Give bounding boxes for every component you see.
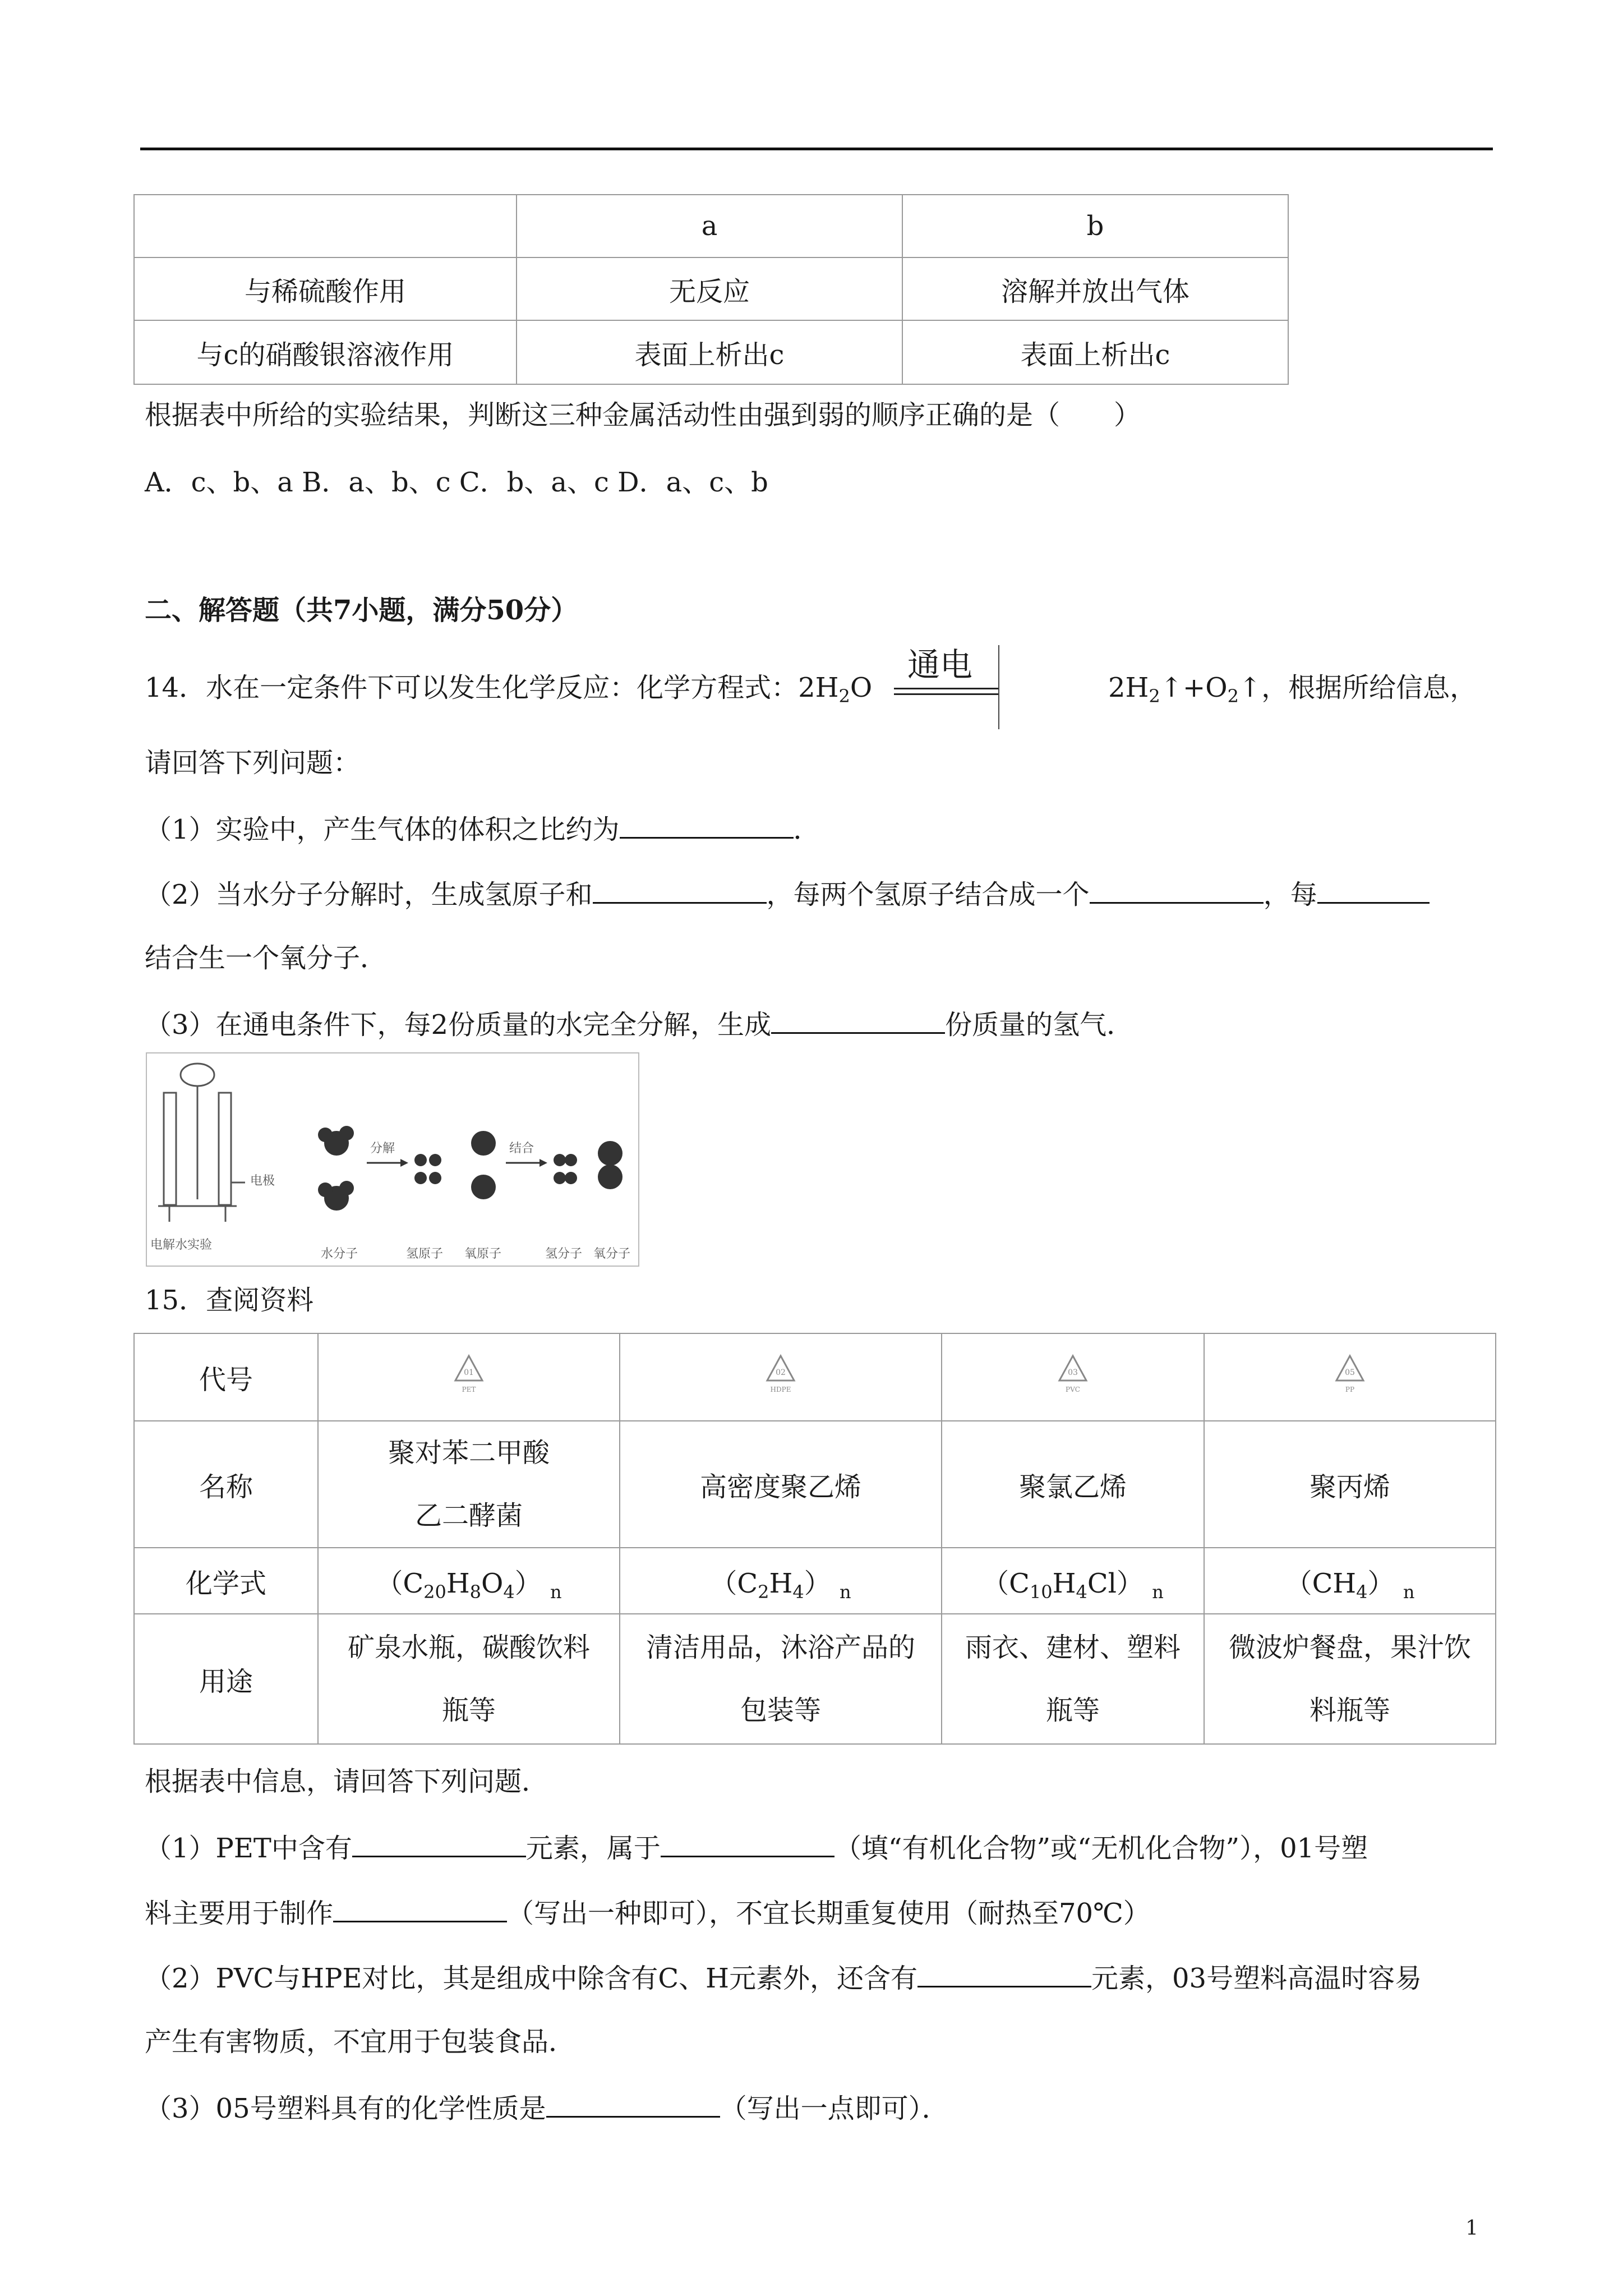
caption-o2: 氧分子 <box>593 1247 631 1261</box>
question-15-part2-cont: 产生有害物质，不宜用于包装食品． <box>145 2026 576 2058</box>
recycle-pet-icon <box>452 1352 486 1395</box>
answer-blank[interactable] <box>333 1895 507 1922</box>
answer-blank[interactable] <box>620 811 794 839</box>
question-15-part1-cont: 料主要用于制作 （写出一种即可），不宜长期重复使用（耐热至70℃） <box>145 1895 1150 1930</box>
row-label-use: 用途 <box>134 1614 318 1744</box>
table-header-cell: a <box>517 195 902 257</box>
question-15-part3: （3）05号塑料具有的化学性质是 （写出一点即可）． <box>145 2090 949 2125</box>
name-cell: 聚氯乙烯 <box>942 1421 1204 1548</box>
recycle-hdpe-icon <box>764 1352 797 1395</box>
table-cell: 无反应 <box>517 257 902 320</box>
condition-label: 通电 <box>907 646 973 684</box>
question-14-part2-cont: 结合生一个氧分子． <box>145 942 388 974</box>
use-cell: 微波炉餐盘，果汁饮 料瓶等 <box>1204 1614 1496 1744</box>
question-15-part2: （2）PVC与HPE对比，其是组成中除含有C、H元素外，还含有 元素，03号塑料高温时容易 <box>145 1960 1422 1995</box>
header-rule <box>140 148 1493 150</box>
svg-text:HDPE: HDPE <box>770 1386 791 1393</box>
electrolysis-diagram <box>147 1053 638 1266</box>
svg-text:PP: PP <box>1345 1386 1355 1393</box>
name-cell: 高密度聚乙烯 <box>620 1421 942 1548</box>
formula-cell: $(CH_4)$ $_n$ <box>1204 1548 1496 1614</box>
question-14-intro: 14．水在一定条件下可以发生化学反应：化学方程式：2H <box>145 672 839 703</box>
metal-activity-table <box>133 194 1289 385</box>
answer-blank[interactable] <box>917 1960 1091 1987</box>
use-cell: 雨衣、建材、塑料 瓶等 <box>942 1614 1204 1744</box>
answer-blank[interactable] <box>593 876 767 904</box>
name-cell: 聚丙烯 <box>1204 1421 1496 1548</box>
table-cell: 与c的硝酸银溶液作用 <box>134 320 517 384</box>
table-cell: 表面上析出c <box>902 320 1288 384</box>
svg-text:PVC: PVC <box>1066 1386 1080 1393</box>
table-header-cell: b <box>902 195 1288 257</box>
decompose-label: 分解 <box>370 1142 395 1156</box>
electrode-label: 电极 <box>250 1174 275 1188</box>
question-14-part3: （3）在通电条件下，每2份质量的水完全分解，生成 份质量的氢气． <box>145 1006 1133 1042</box>
electrolysis-figure <box>146 1052 639 1267</box>
table-cell: 表面上析出c <box>517 320 902 384</box>
table-cell: 与稀硫酸作用 <box>134 257 517 320</box>
row-label-formula: 化学式 <box>134 1548 318 1614</box>
answer-blank[interactable] <box>546 2090 720 2118</box>
plastics-table <box>133 1333 1496 1745</box>
name-cell: 聚对苯二甲酸 乙二酵菌 <box>318 1421 620 1548</box>
question-15-lead: 根据表中信息，请回答下列问题． <box>145 1766 549 1797</box>
recycle-code-cell <box>620 1333 942 1421</box>
svg-text:01: 01 <box>464 1368 474 1377</box>
reaction-condition <box>894 645 1006 729</box>
question-14-equation-right: $2H_2↑+O_2↑$，根据所给信息， <box>1108 672 1477 707</box>
answer-blank[interactable] <box>352 1830 526 1857</box>
recycle-code-cell <box>1204 1333 1496 1421</box>
question-15-part1: （1）PET中含有 元素，属于 （填“有机化合物”或“无机化合物”），01号塑 <box>145 1830 1368 1865</box>
answer-blank[interactable] <box>771 1006 945 1034</box>
question-15-title: 15．查阅资料 <box>145 1285 314 1316</box>
row-label-name: 名称 <box>134 1421 318 1548</box>
recycle-code-cell <box>942 1333 1204 1421</box>
svg-text:02: 02 <box>776 1368 786 1377</box>
use-cell: 矿泉水瓶，碳酸饮料 瓶等 <box>318 1614 620 1744</box>
combine-label: 结合 <box>509 1142 534 1156</box>
recycle-pvc-icon <box>1056 1352 1090 1395</box>
section-title: 二、解答题（共7小题，满分50分） <box>145 595 578 626</box>
question-14-part1: （1）实验中，产生气体的体积之比约为 ． <box>145 811 820 846</box>
answer-blank[interactable] <box>1090 876 1264 904</box>
caption-apparatus: 电解水实验 <box>150 1238 213 1252</box>
row-label-code: 代号 <box>134 1333 318 1421</box>
question-13-options: A．c、b、a B．a、b、c C．b、a、c D．a、c、b <box>145 467 768 498</box>
formula-cell: $(C_{20}H_8O_4)$ $_n$ <box>318 1548 620 1614</box>
answer-blank[interactable] <box>1317 876 1430 904</box>
caption-water: 水分子 <box>321 1247 358 1261</box>
formula-cell: $(C_2H_4)$ $_n$ <box>620 1548 942 1614</box>
svg-text:05: 05 <box>1345 1368 1355 1377</box>
formula-cell: $(C_{10}H_4Cl)$ $_n$ <box>942 1548 1204 1614</box>
caption-o-atom: 氧原子 <box>464 1247 502 1261</box>
question-13-stem: 根据表中所给的实验结果，判断这三种金属活动性由强到弱的顺序正确的是（ ） <box>145 399 1141 431</box>
table-cell: 溶解并放出气体 <box>902 257 1288 320</box>
answer-blank[interactable] <box>661 1830 834 1857</box>
table-header-cell <box>134 195 517 257</box>
question-14-part2: （2）当水分子分解时，生成氢原子和 ，每两个氢原子结合成一个 ，每 <box>145 876 1430 912</box>
question-14-equation-left: 14．水在一定条件下可以发生化学反应：化学方程式：$2H_2O$ <box>145 672 873 707</box>
recycle-pp-icon <box>1333 1352 1367 1395</box>
svg-text:03: 03 <box>1068 1368 1078 1377</box>
svg-text:PET: PET <box>462 1386 476 1393</box>
page-number: 1 <box>1465 2217 1478 2240</box>
recycle-code-cell <box>318 1333 620 1421</box>
caption-h-atom: 氢原子 <box>406 1247 444 1261</box>
use-cell: 清洁用品，沐浴产品的 包装等 <box>620 1614 942 1744</box>
question-14-line2: 请回答下列问题： <box>145 747 361 779</box>
caption-h2: 氢分子 <box>545 1247 583 1261</box>
